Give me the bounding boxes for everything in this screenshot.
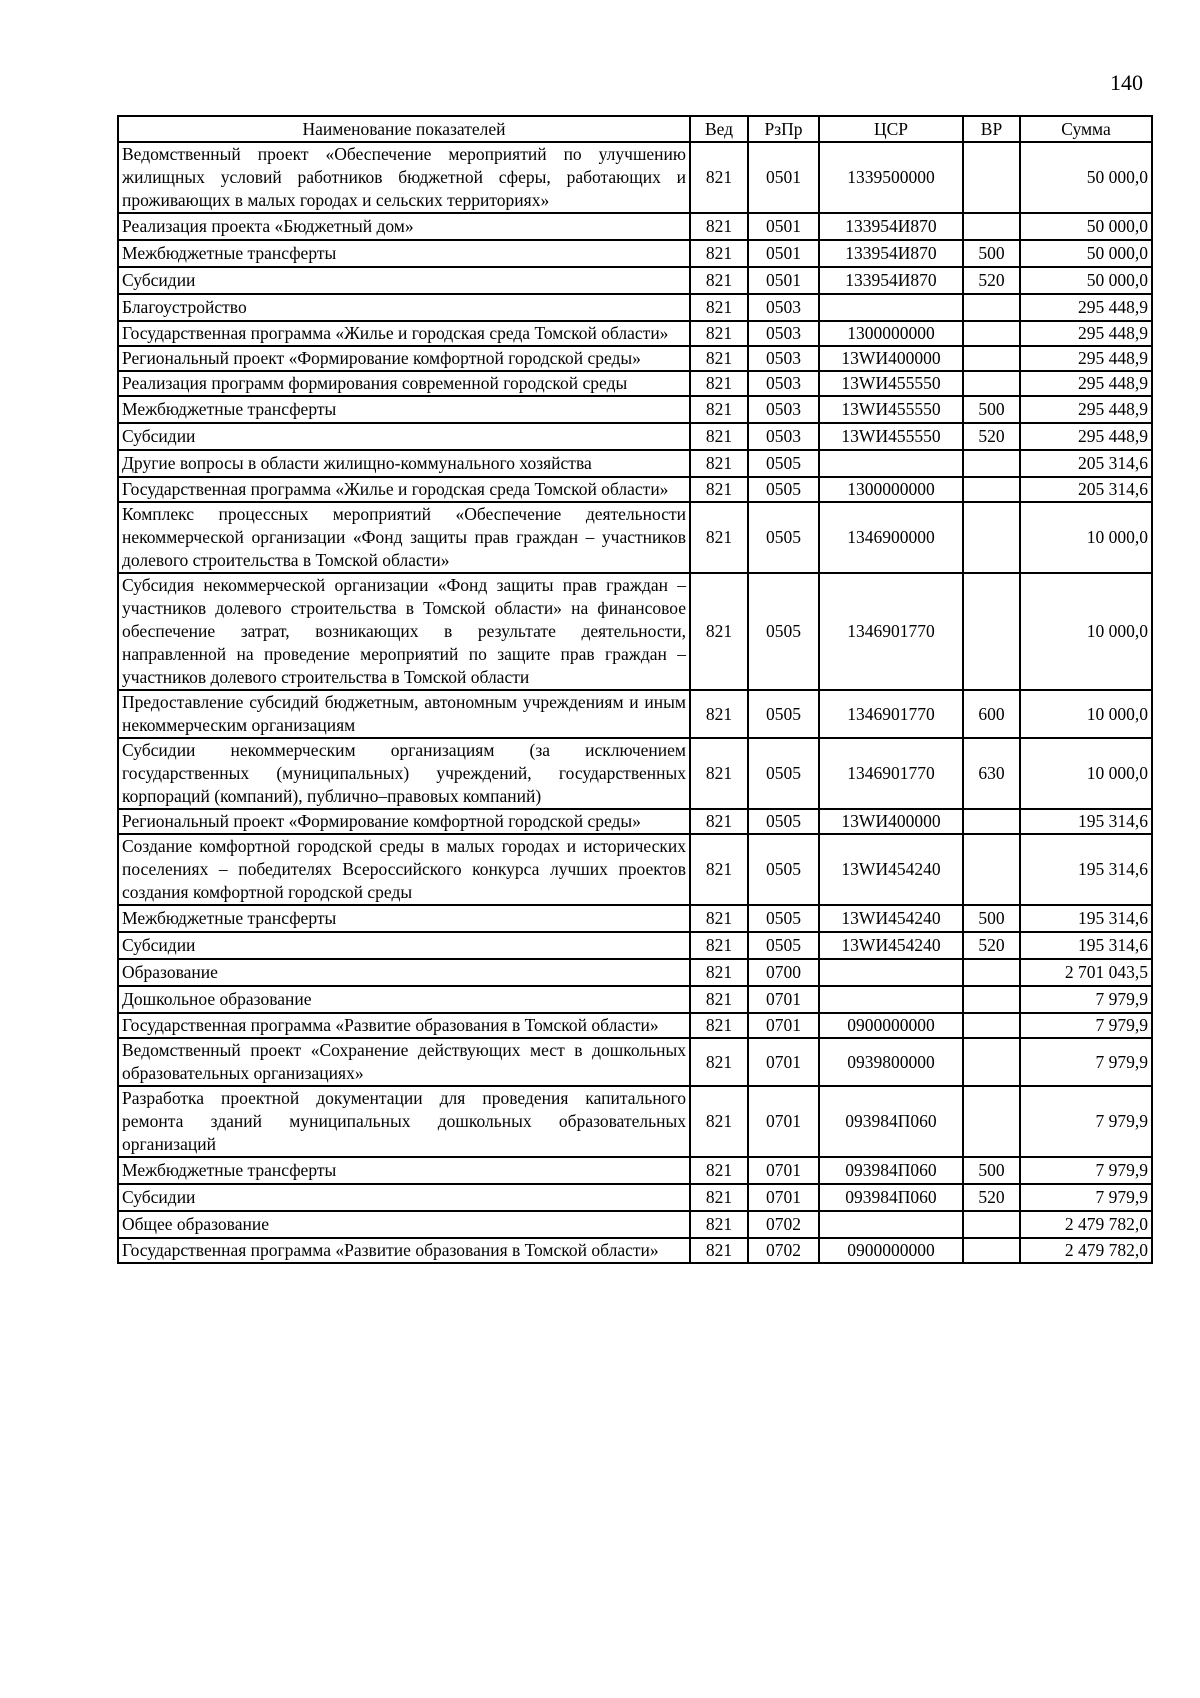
cell-ved: 821 — [690, 834, 748, 905]
cell-sum: 295 448,9 — [1020, 371, 1152, 396]
cell-csr — [819, 959, 963, 986]
table-row — [118, 738, 1152, 809]
cell-sum: 10 000,0 — [1020, 502, 1152, 573]
cell-vr — [963, 1086, 1020, 1157]
cell-rzpr: 0501 — [748, 240, 819, 267]
cell-rzpr: 0701 — [748, 1013, 819, 1038]
cell-vr — [963, 142, 1020, 213]
cell-csr: 093984П060 — [819, 1184, 963, 1211]
cell-sum: 7 979,9 — [1020, 986, 1152, 1013]
cell-ved: 821 — [690, 1086, 748, 1157]
cell-csr — [819, 450, 963, 477]
cell-sum: 7 979,9 — [1020, 1013, 1152, 1038]
cell-name: Комплекс процессных мероприятий «Обеспечение деятельности некоммерческой организации «Фонд защиты прав граждан – участников долевого строительства в Томской области» — [118, 502, 690, 573]
cell-vr — [963, 834, 1020, 905]
cell-vr: 520 — [963, 932, 1020, 959]
table-row — [118, 1013, 1152, 1038]
cell-rzpr: 0503 — [748, 396, 819, 423]
cell-name: Государственная программа «Жилье и городская среда Томской области» — [118, 477, 690, 502]
cell-vr: 500 — [963, 240, 1020, 267]
cell-ved: 821 — [690, 959, 748, 986]
table-row — [118, 1086, 1152, 1157]
cell-ved: 821 — [690, 213, 748, 240]
cell-name: Субсидии — [118, 1184, 690, 1211]
cell-rzpr: 0503 — [748, 346, 819, 371]
header-sum: Сумма — [1020, 116, 1152, 142]
table-row — [118, 1157, 1152, 1184]
cell-vr — [963, 1013, 1020, 1038]
table-row — [118, 396, 1152, 423]
cell-sum: 50 000,0 — [1020, 240, 1152, 267]
header-row — [118, 116, 1152, 142]
header-csr: ЦСР — [819, 116, 963, 142]
cell-vr — [963, 1238, 1020, 1263]
cell-vr — [963, 321, 1020, 346]
cell-csr: 133954И870 — [819, 267, 963, 294]
cell-vr — [963, 573, 1020, 690]
table-row — [118, 267, 1152, 294]
cell-csr — [819, 1211, 963, 1238]
cell-rzpr: 0505 — [748, 932, 819, 959]
cell-rzpr: 0701 — [748, 1184, 819, 1211]
table-row — [118, 986, 1152, 1013]
cell-rzpr: 0701 — [748, 1038, 819, 1086]
cell-vr: 630 — [963, 738, 1020, 809]
cell-sum: 10 000,0 — [1020, 573, 1152, 690]
cell-ved: 821 — [690, 321, 748, 346]
cell-rzpr: 0503 — [748, 371, 819, 396]
cell-ved: 821 — [690, 932, 748, 959]
cell-rzpr: 0701 — [748, 1086, 819, 1157]
table-row — [118, 573, 1152, 690]
cell-ved: 821 — [690, 905, 748, 932]
cell-vr — [963, 502, 1020, 573]
cell-name: Межбюджетные трансферты — [118, 1157, 690, 1184]
table-row — [118, 294, 1152, 321]
budget-table — [117, 115, 1153, 1264]
table-row — [118, 932, 1152, 959]
cell-name: Межбюджетные трансферты — [118, 396, 690, 423]
cell-name: Субсидии — [118, 423, 690, 450]
cell-name: Государственная программа «Развитие образования в Томской области» — [118, 1013, 690, 1038]
cell-sum: 295 448,9 — [1020, 321, 1152, 346]
cell-name: Субсидии — [118, 932, 690, 959]
cell-name: Региональный проект «Формирование комфортной городской среды» — [118, 346, 690, 371]
cell-rzpr: 0702 — [748, 1238, 819, 1263]
cell-sum: 7 979,9 — [1020, 1038, 1152, 1086]
table-row — [118, 240, 1152, 267]
cell-ved: 821 — [690, 502, 748, 573]
cell-csr: 093984П060 — [819, 1157, 963, 1184]
cell-vr — [963, 1038, 1020, 1086]
cell-vr: 520 — [963, 1184, 1020, 1211]
cell-vr — [963, 1211, 1020, 1238]
cell-rzpr: 0501 — [748, 213, 819, 240]
cell-name: Реализация программ формирования современной городской среды — [118, 371, 690, 396]
cell-sum: 10 000,0 — [1020, 690, 1152, 738]
cell-ved: 821 — [690, 450, 748, 477]
cell-vr — [963, 371, 1020, 396]
header-rzpr: РзПр — [748, 116, 819, 142]
cell-vr — [963, 477, 1020, 502]
table-body — [118, 142, 1152, 1263]
table-row — [118, 905, 1152, 932]
cell-sum: 50 000,0 — [1020, 267, 1152, 294]
cell-csr: 0900000000 — [819, 1238, 963, 1263]
cell-rzpr: 0503 — [748, 423, 819, 450]
table-row — [118, 142, 1152, 213]
cell-sum: 2 479 782,0 — [1020, 1238, 1152, 1263]
cell-rzpr: 0503 — [748, 321, 819, 346]
cell-ved: 821 — [690, 240, 748, 267]
cell-name: Субсидии — [118, 267, 690, 294]
cell-csr: 1339500000 — [819, 142, 963, 213]
cell-rzpr: 0702 — [748, 1211, 819, 1238]
cell-name: Государственная программа «Жилье и городская среда Томской области» — [118, 321, 690, 346]
cell-csr: 13WИ454240 — [819, 932, 963, 959]
table-row — [118, 1184, 1152, 1211]
cell-csr: 1346901770 — [819, 690, 963, 738]
cell-csr — [819, 294, 963, 321]
cell-name: Благоустройство — [118, 294, 690, 321]
cell-vr: 520 — [963, 423, 1020, 450]
cell-ved: 821 — [690, 1211, 748, 1238]
cell-sum: 205 314,6 — [1020, 477, 1152, 502]
cell-ved: 821 — [690, 267, 748, 294]
cell-name: Региональный проект «Формирование комфортной городской среды» — [118, 809, 690, 834]
table-row — [118, 477, 1152, 502]
cell-name: Ведомственный проект «Сохранение действующих мест в дошкольных образовательных организациях» — [118, 1038, 690, 1086]
cell-sum: 50 000,0 — [1020, 213, 1152, 240]
cell-ved: 821 — [690, 142, 748, 213]
cell-csr: 13WИ455550 — [819, 396, 963, 423]
cell-name: Общее образование — [118, 1211, 690, 1238]
cell-rzpr: 0505 — [748, 738, 819, 809]
cell-vr: 500 — [963, 1157, 1020, 1184]
table-row — [118, 346, 1152, 371]
cell-ved: 821 — [690, 396, 748, 423]
cell-name: Другие вопросы в области жилищно-коммунального хозяйства — [118, 450, 690, 477]
cell-ved: 821 — [690, 423, 748, 450]
table-row — [118, 371, 1152, 396]
cell-ved: 821 — [690, 573, 748, 690]
table-row — [118, 1211, 1152, 1238]
cell-name: Предоставление субсидий бюджетным, автономным учреждениям и иным некоммерческим организациям — [118, 690, 690, 738]
cell-csr: 093984П060 — [819, 1086, 963, 1157]
cell-vr — [963, 450, 1020, 477]
cell-rzpr: 0503 — [748, 294, 819, 321]
cell-vr — [963, 959, 1020, 986]
cell-name: Ведомственный проект «Обеспечение мероприятий по улучшению жилищных условий работников бюджетной сферы, работающих и проживающих в малых городах и сельских территориях» — [118, 142, 690, 213]
cell-rzpr: 0701 — [748, 1157, 819, 1184]
cell-vr: 500 — [963, 905, 1020, 932]
cell-ved: 821 — [690, 371, 748, 396]
cell-sum: 7 979,9 — [1020, 1086, 1152, 1157]
cell-sum: 195 314,6 — [1020, 809, 1152, 834]
cell-sum: 295 448,9 — [1020, 346, 1152, 371]
cell-sum: 50 000,0 — [1020, 142, 1152, 213]
cell-rzpr: 0505 — [748, 834, 819, 905]
cell-ved: 821 — [690, 690, 748, 738]
cell-csr: 1346901770 — [819, 738, 963, 809]
header-vr: ВР — [963, 116, 1020, 142]
cell-rzpr: 0505 — [748, 690, 819, 738]
table-header — [118, 116, 1152, 142]
cell-csr: 133954И870 — [819, 240, 963, 267]
cell-rzpr: 0701 — [748, 986, 819, 1013]
cell-rzpr: 0501 — [748, 267, 819, 294]
cell-vr: 500 — [963, 396, 1020, 423]
cell-sum: 295 448,9 — [1020, 294, 1152, 321]
cell-rzpr: 0505 — [748, 573, 819, 690]
table-row — [118, 213, 1152, 240]
cell-csr: 13WИ400000 — [819, 809, 963, 834]
cell-sum: 295 448,9 — [1020, 423, 1152, 450]
cell-name: Государственная программа «Развитие образования в Томской области» — [118, 1238, 690, 1263]
cell-vr — [963, 346, 1020, 371]
page-number: 140 — [1110, 70, 1143, 95]
cell-csr: 13WИ455550 — [819, 371, 963, 396]
cell-csr — [819, 986, 963, 1013]
cell-sum: 2 701 043,5 — [1020, 959, 1152, 986]
cell-name: Реализация проекта «Бюджетный дом» — [118, 213, 690, 240]
cell-ved: 821 — [690, 1157, 748, 1184]
cell-ved: 821 — [690, 809, 748, 834]
cell-csr: 1346901770 — [819, 573, 963, 690]
table-row — [118, 321, 1152, 346]
cell-ved: 821 — [690, 346, 748, 371]
cell-csr: 133954И870 — [819, 213, 963, 240]
table-row — [118, 959, 1152, 986]
cell-csr: 0900000000 — [819, 1013, 963, 1038]
cell-rzpr: 0505 — [748, 502, 819, 573]
header-ved: Вед — [690, 116, 748, 142]
cell-sum: 2 479 782,0 — [1020, 1211, 1152, 1238]
cell-rzpr: 0505 — [748, 450, 819, 477]
table-row — [118, 834, 1152, 905]
cell-ved: 821 — [690, 477, 748, 502]
cell-sum: 10 000,0 — [1020, 738, 1152, 809]
cell-csr: 13WИ400000 — [819, 346, 963, 371]
cell-sum: 205 314,6 — [1020, 450, 1152, 477]
cell-csr: 1300000000 — [819, 477, 963, 502]
table-row — [118, 450, 1152, 477]
cell-vr — [963, 294, 1020, 321]
cell-ved: 821 — [690, 1013, 748, 1038]
cell-csr: 1346900000 — [819, 502, 963, 573]
cell-sum: 195 314,6 — [1020, 834, 1152, 905]
cell-rzpr: 0505 — [748, 477, 819, 502]
cell-name: Образование — [118, 959, 690, 986]
table-row — [118, 1038, 1152, 1086]
cell-csr: 1300000000 — [819, 321, 963, 346]
cell-ved: 821 — [690, 1038, 748, 1086]
cell-sum: 195 314,6 — [1020, 932, 1152, 959]
cell-ved: 821 — [690, 1184, 748, 1211]
table-row — [118, 809, 1152, 834]
cell-csr: 13WИ454240 — [819, 905, 963, 932]
cell-csr: 13WИ455550 — [819, 423, 963, 450]
header-name: Наименование показателей — [118, 116, 690, 142]
cell-name: Субсидия некоммерческой организации «Фонд защиты прав граждан – участников долевого строительства в Томской области» на финансовое обеспечение затрат, возникающих в результате деятельности, направленной на проведение мероприятий по защите прав граждан – участников долевого строительства в Томской области — [118, 573, 690, 690]
table-row — [118, 423, 1152, 450]
table-row — [118, 1238, 1152, 1263]
cell-vr — [963, 213, 1020, 240]
cell-rzpr: 0505 — [748, 809, 819, 834]
cell-name: Межбюджетные трансферты — [118, 240, 690, 267]
cell-ved: 821 — [690, 294, 748, 321]
cell-csr: 0939800000 — [819, 1038, 963, 1086]
cell-ved: 821 — [690, 738, 748, 809]
cell-sum: 295 448,9 — [1020, 396, 1152, 423]
cell-sum: 7 979,9 — [1020, 1184, 1152, 1211]
cell-name: Создание комфортной городской среды в малых городах и исторических поселениях – победителях Всероссийского конкурса лучших проектов создания комфортной городской среды — [118, 834, 690, 905]
cell-rzpr: 0501 — [748, 142, 819, 213]
table-row — [118, 690, 1152, 738]
cell-vr: 520 — [963, 267, 1020, 294]
cell-csr: 13WИ454240 — [819, 834, 963, 905]
cell-vr — [963, 809, 1020, 834]
cell-name: Дошкольное образование — [118, 986, 690, 1013]
table-row — [118, 502, 1152, 573]
cell-vr — [963, 986, 1020, 1013]
cell-rzpr: 0505 — [748, 905, 819, 932]
cell-sum: 195 314,6 — [1020, 905, 1152, 932]
cell-name: Субсидии некоммерческим организациям (за исключением государственных (муниципальных) учреждений, государственных корпораций (компаний), публично–правовых компаний) — [118, 738, 690, 809]
cell-vr: 600 — [963, 690, 1020, 738]
cell-sum: 7 979,9 — [1020, 1157, 1152, 1184]
cell-rzpr: 0700 — [748, 959, 819, 986]
cell-name: Разработка проектной документации для проведения капитального ремонта зданий муниципальных дошкольных образовательных организаций — [118, 1086, 690, 1157]
cell-ved: 821 — [690, 1238, 748, 1263]
cell-name: Межбюджетные трансферты — [118, 905, 690, 932]
cell-ved: 821 — [690, 986, 748, 1013]
